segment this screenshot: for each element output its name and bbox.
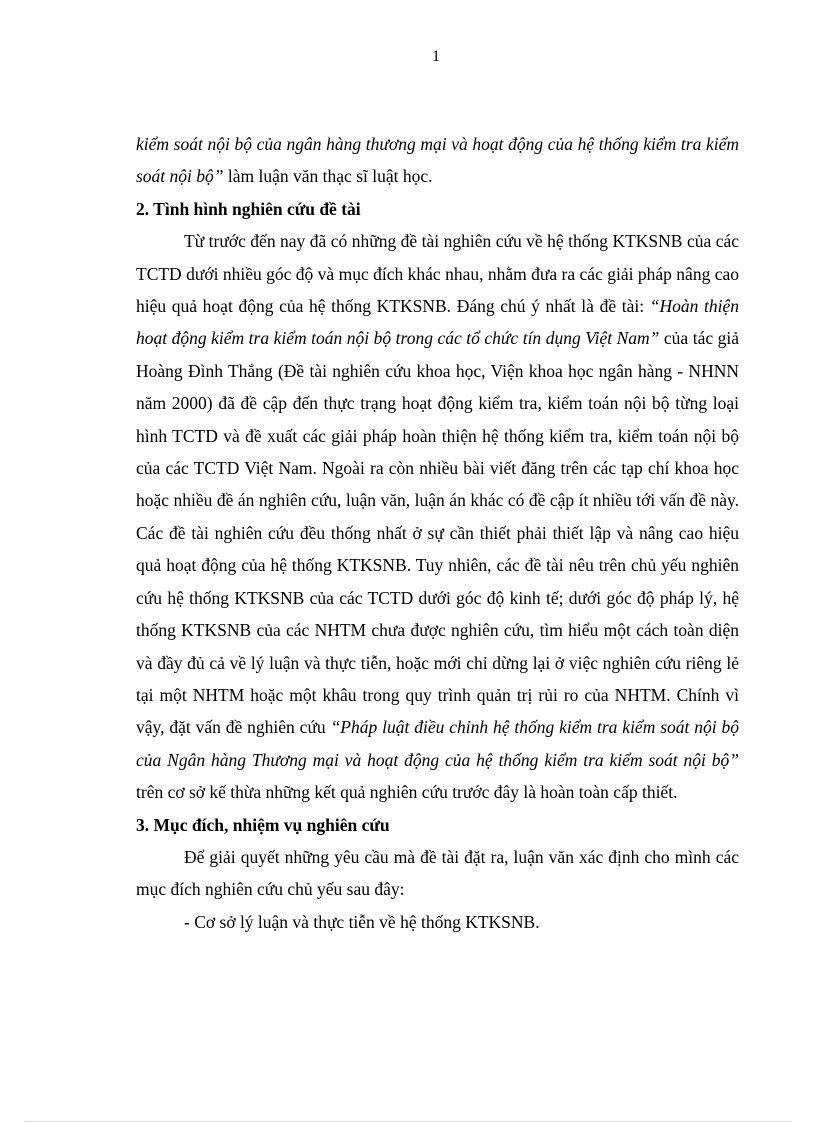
paragraph-text: trên cơ sở kế thừa những kết quả nghiên cứu trước đây là hoàn toàn cấp thiết.	[136, 782, 678, 803]
paragraph-text: Từ trước đến nay đã có những đề tài nghiên cứu về hệ thống KTKSNB của các TCTD dưới nhiều góc độ và mục đích khác nhau, nhằm đưa ra các giải pháp nâng cao hiệu quả hoạt động của hệ thống KTKSNB. Đáng chú ý nhất là đề tài:	[136, 231, 739, 317]
paragraph-text: của tác giả Hoàng Đình Thắng (Đề tài nghiên cứu khoa học, Viện khoa học ngân hàng - NHNN năm 2000) đã đề cập đến thực trạng hoạt động kiểm tra, kiểm toán nội bộ từng loại hình TCTD và đề xuất các giải pháp hoàn thiện hệ thống kiểm tra, kiểm toán nội bộ của các TCTD Việt Nam. Ngoài ra còn nhiều bài viết đăng trên các tạp chí khoa học hoặc nhiều đề án nghiên cứu, luận văn, luận án khác có đề cập ít nhiều tới vấn đề này. Các đề tài nghiên cứu đều thống nhất ở sự cần thiết phải thiết lập và nâng cao hiệu quả hoạt động của hệ thống KTKSNB. Tuy nhiên, các đề tài nêu trên chủ yếu nghiên cứu hệ thống KTKSNB của các TCTD dưới góc độ kinh tế; dưới góc độ pháp lý, hệ thống KTKSNB của các NHTM chưa được nghiên cứu, tìm hiểu một cách toàn diện và đầy đủ cả về lý luận và thực tiễn, hoặc mới chỉ dừng lại ở việc nghiên cứu riêng lẻ tại một NHTM hoặc một khâu trong quy trình quản trị rủi ro của NHTM. Chính vì vậy, đặt vấn đề nghiên cứu	[136, 328, 740, 738]
list-item-objective: - Cơ sở lý luận và thực tiễn về hệ thống KTKSNB.	[184, 911, 540, 932]
italic-cited-title: “Hoàn thiện hoạt động kiểm tra kiểm toán nội bộ trong các tổ chức tín dụng Việt Nam”	[136, 296, 739, 349]
italic-thesis-title: “Pháp luật điều chỉnh hệ thống kiểm tra kiểm soát nội bộ của Ngân hàng Thương mại và hoạt động của hệ thống kiểm tra kiểm soát nội bộ”	[136, 717, 739, 770]
section-heading-research-status: 2. Tình hình nghiên cứu đề tài	[136, 198, 361, 219]
section-heading-objectives: 3. Mục đích, nhiệm vụ nghiên cứu	[136, 814, 390, 835]
page-number: 1	[432, 48, 440, 65]
paragraph-continuation	[136, 128, 739, 193]
paragraph-text: làm luận văn thạc sĩ luật học.	[223, 166, 433, 187]
italic-title-fragment: kiểm soát nội bộ của ngân hàng thương mại và hoạt động của hệ thống kiểm tra kiểm soát nội bộ”	[136, 134, 739, 187]
page-bottom-rule	[24, 1121, 792, 1122]
paragraph-research-status	[136, 225, 739, 808]
paragraph-objectives: Để giải quyết những yêu cầu mà đề tài đặt ra, luận văn xác định cho mình các mục đích nghiên cứu chủ yếu sau đây:	[136, 846, 739, 900]
document-body	[136, 128, 739, 938]
